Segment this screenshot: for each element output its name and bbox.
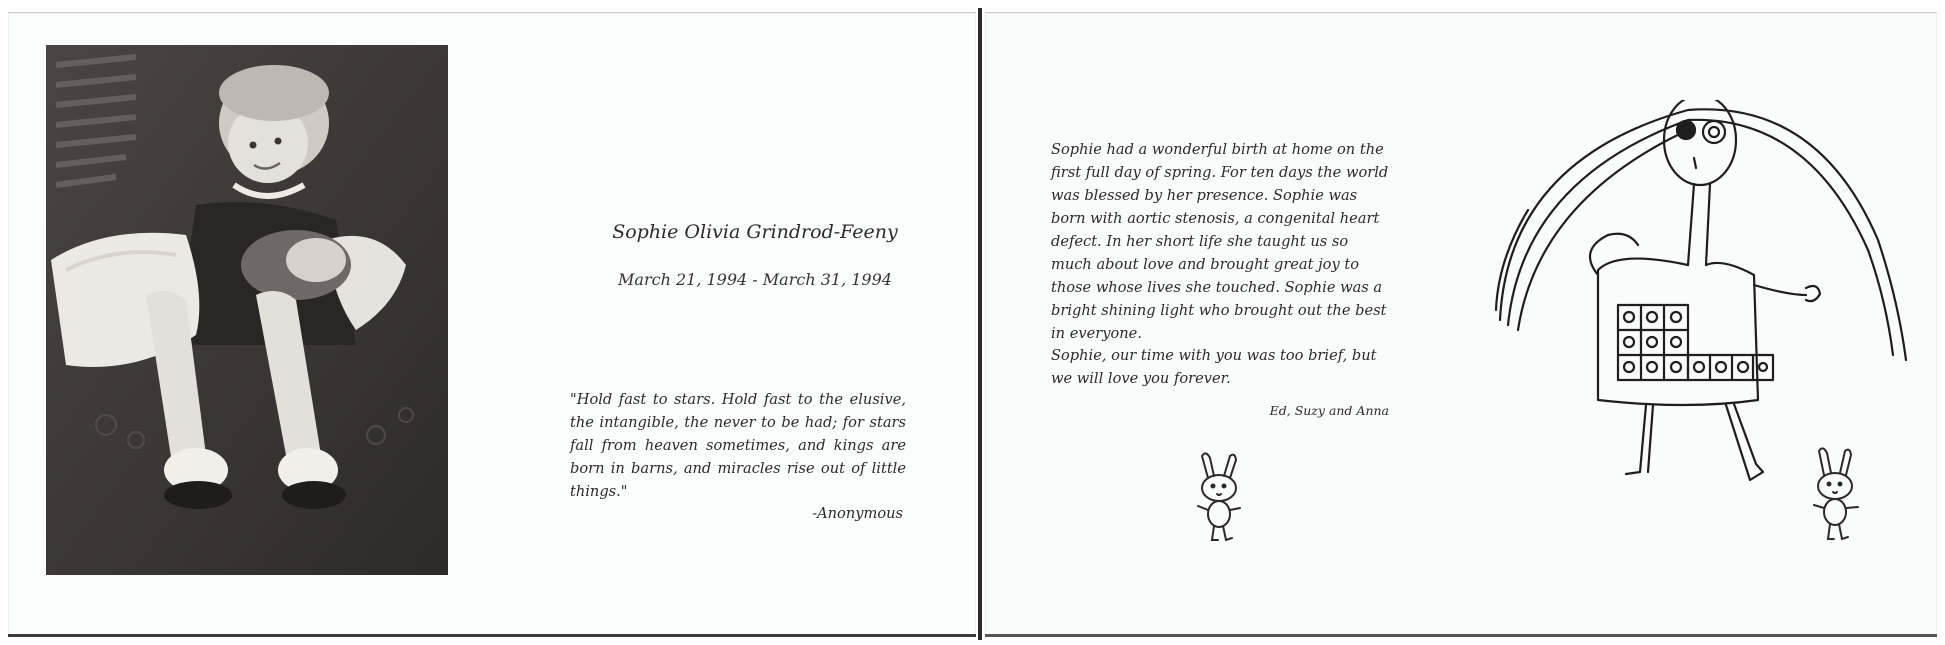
- memorial-paragraph: Sophie had a wonderful birth at home on the first full day of spring. For ten days the world was blessed by her presence. Sophie was born with aortic stenosis, a congenital heart defect. In her short life she taught us so much about love and brought great joy to those whose lives she touched. Sophie was a bright shining light who brought out the best in everyone.: [1051, 141, 1389, 342]
- child-photo: [46, 45, 448, 575]
- left-card-bottom-edge: [8, 634, 976, 637]
- closing-paragraph: Sophie, our time with you was too brief, but we will love you forever.: [1051, 347, 1377, 387]
- bunny-drawing-left: [1190, 448, 1250, 548]
- quote-attribution: -Anonymous: [812, 505, 903, 522]
- right-card-bottom-edge: [985, 634, 1937, 637]
- family-signature: Ed, Suzy and Anna: [1269, 403, 1389, 418]
- life-dates: March 21, 1994 - March 31, 1994: [618, 270, 892, 289]
- child-name: Sophie Olivia Grindrod-Feeny: [612, 221, 898, 243]
- card-divider: [978, 8, 982, 640]
- poem-quote: "Hold fast to stars. Hold fast to the elusive, the intangible, the never to be had; for stars fall from heaven sometimes, and kings are born in barns, and miracles rise out of little things.": [570, 391, 906, 500]
- child-drawing-girl: [1488, 100, 1908, 500]
